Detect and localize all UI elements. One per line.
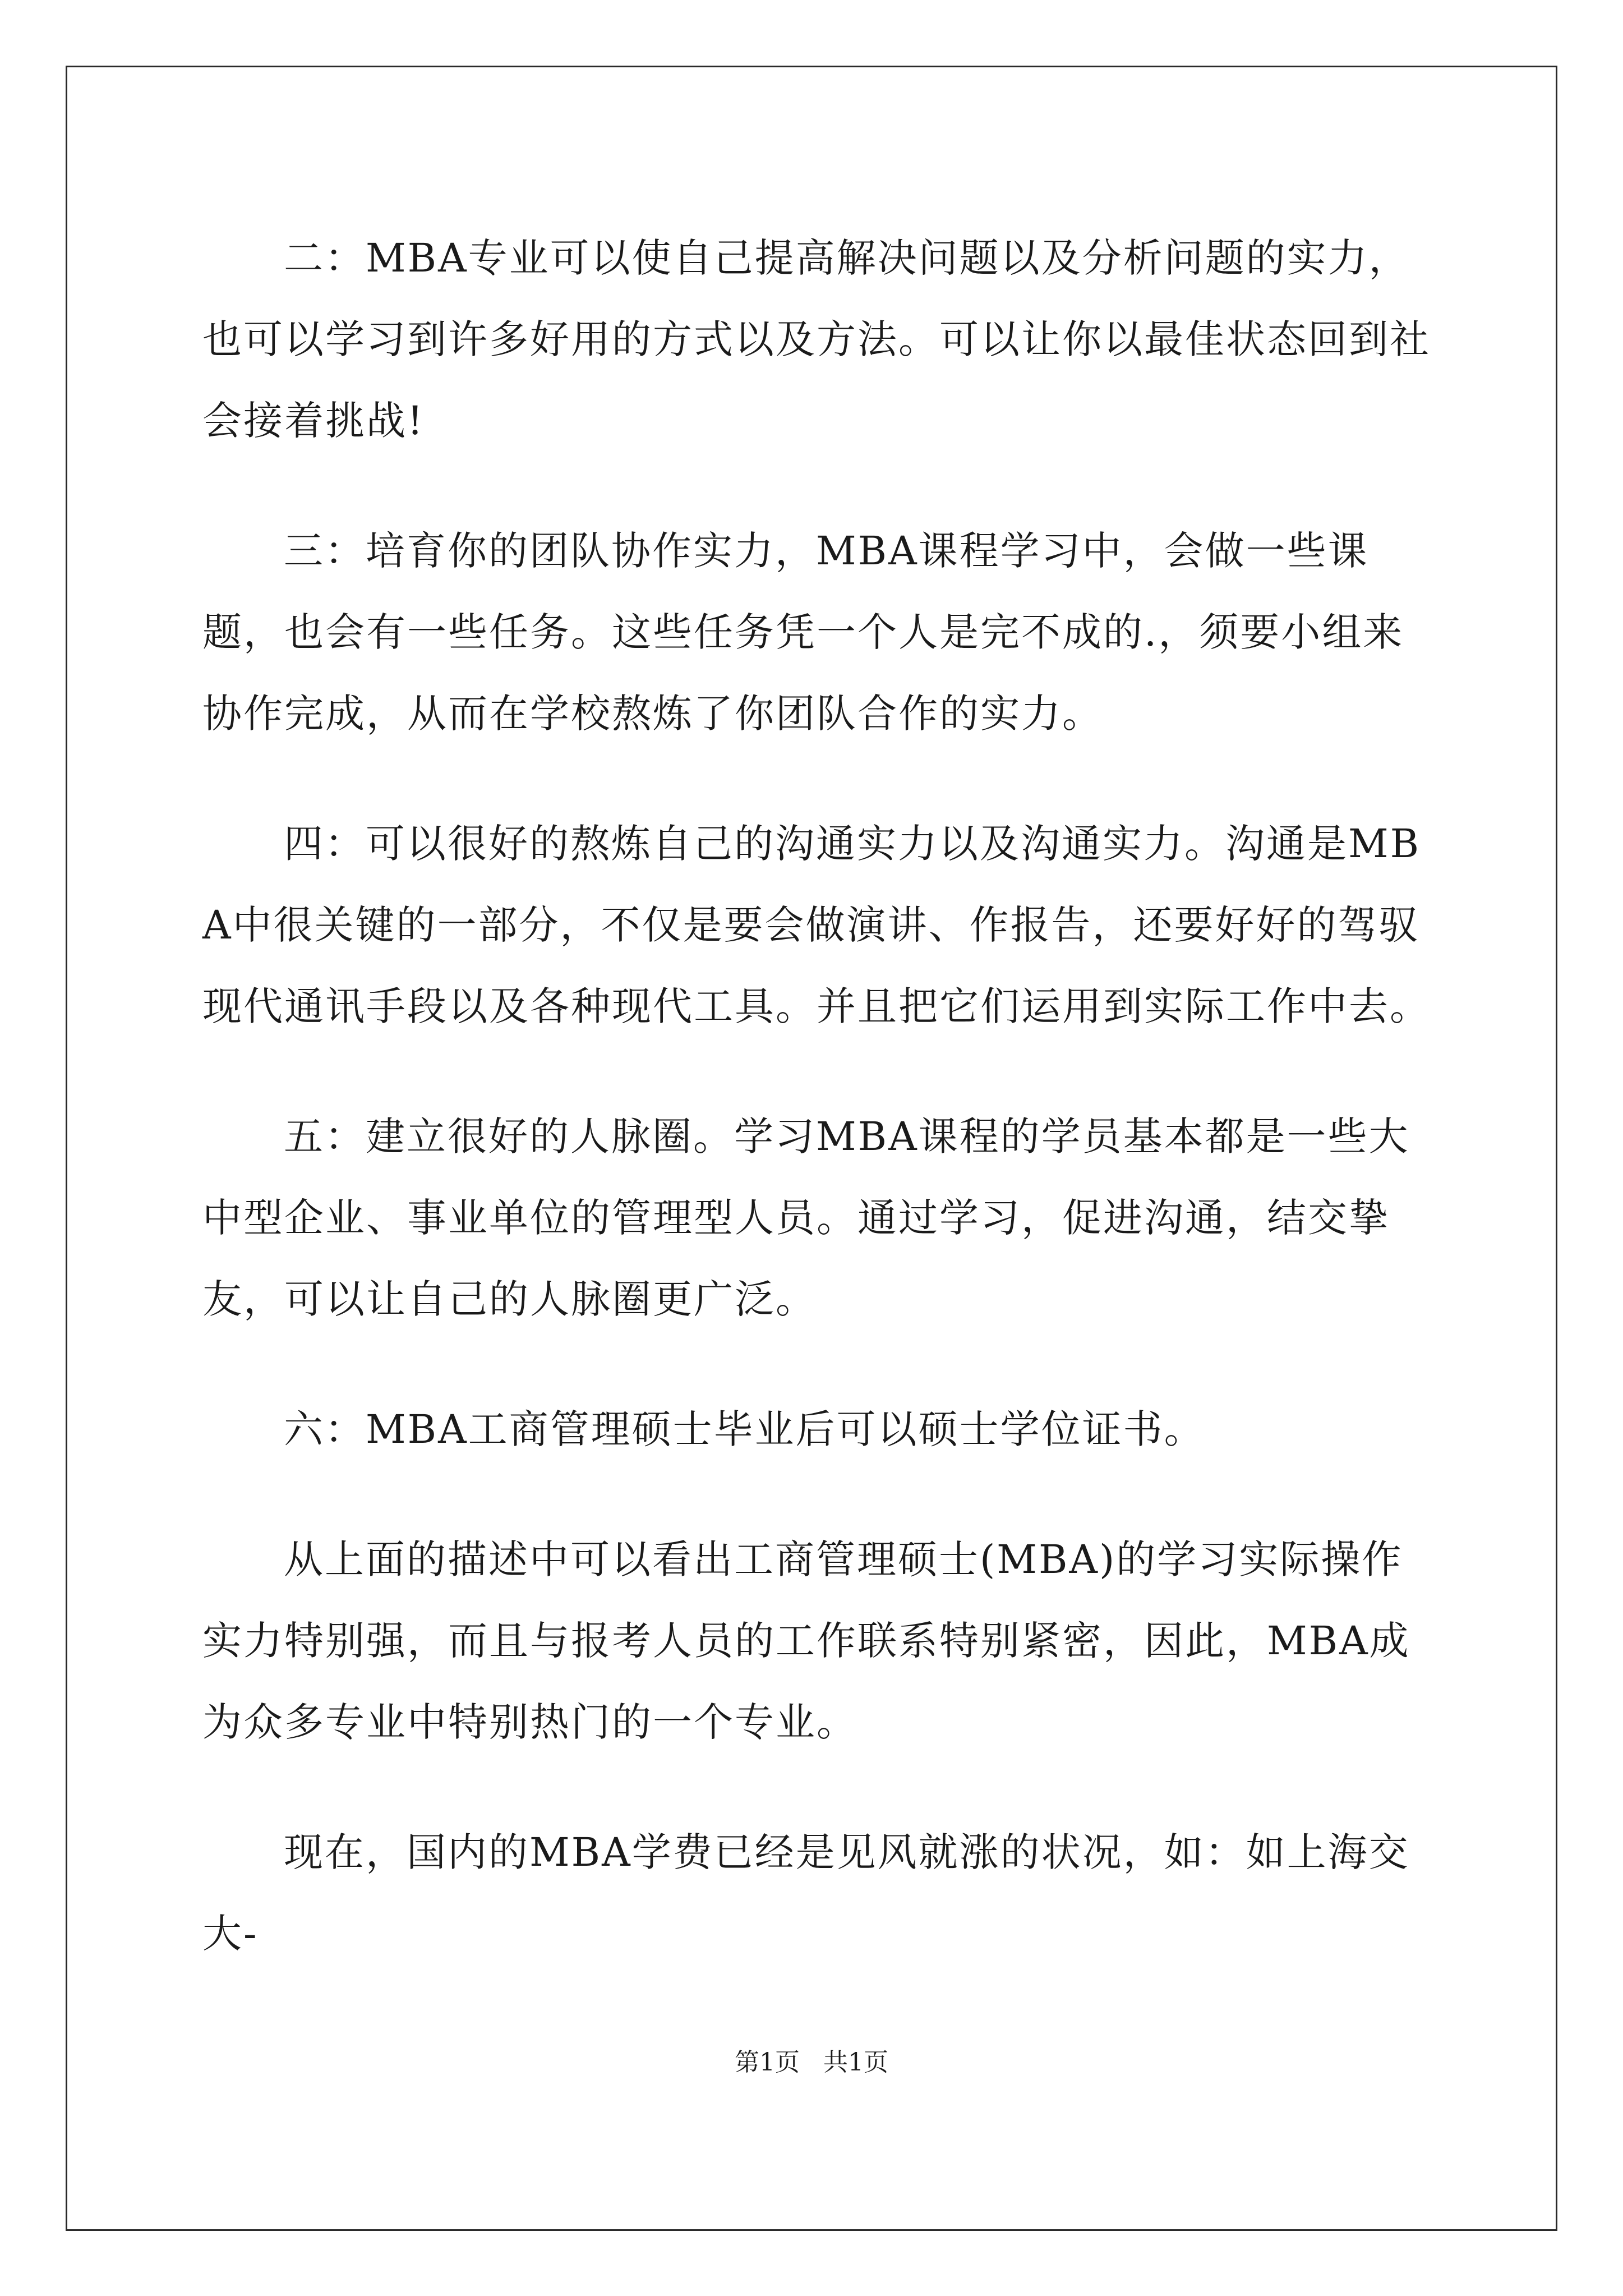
paragraph-5: 五：建立很好的人脉圈。学习MBA课程的学员基本都是一些大中型企业、事业单位的管理型人员。通过学习，促进沟通，结交挚友，可以让自己的人脉圈更广泛。 (202, 1114, 1410, 1322)
paragraph-2: 二：MBA专业可以使自己提高解决问题以及分析问题的实力，也可以学习到许多好用的方式以及方法。可以让你以最佳状态回到社会接着挑战! (202, 235, 1431, 444)
paragraph-tuition: 现在，国内的MBA学费已经是见风就涨的状况，如：如上海交大- (202, 1829, 1410, 1957)
document-body (202, 218, 1439, 1975)
page-number-current: 第1页 (735, 2048, 800, 2077)
paragraph-3: 三：培育你的团队协作实力，MBA课程学习中，会做一些课题，也会有一些任务。这些任务凭一个人是完不成的.，须要小组来协作完成，从而在学校熬炼了你团队合作的实力。 (202, 528, 1404, 737)
page-footer (0, 2042, 1623, 2078)
page-number-total: 共1页 (823, 2048, 888, 2077)
paragraph-summary: 从上面的描述中可以看出工商管理硕士(MBA)的学习实际操作实力特别强，而且与报考人员的工作联系特别紧密，因此，MBA成为众多专业中特别热门的一个专业。 (202, 1536, 1410, 1745)
paragraph-6: 六：MBA工商管理硕士毕业后可以硕士学位证书。 (284, 1406, 1205, 1452)
paragraph-4: 四：可以很好的熬炼自己的沟通实力以及沟通实力。沟通是MBA中很关键的一部分，不仅是要会做演讲、作报告，还要好好的驾驭现代通讯手段以及各种现代工具。并且把它们运用到实际工作中去。 (202, 821, 1431, 1029)
